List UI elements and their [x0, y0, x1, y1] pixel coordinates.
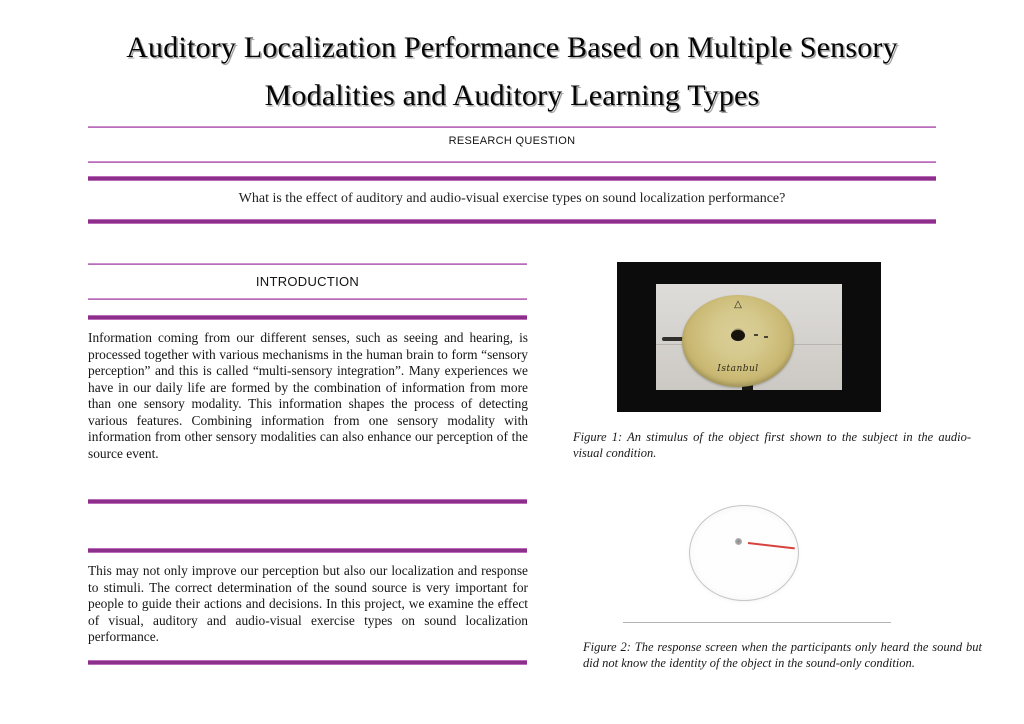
research-question-text: What is the effect of auditory and audio-visual exercise types on sound localization performance? — [238, 191, 786, 206]
poster-title — [0, 24, 1024, 120]
introduction-paragraph-1: Information coming from our different senses, such as seeing and hearing, is processed together with various mechanisms in the human brain to form “sensory perception” and this is called “multi-sensory integration”. Many experiences we have in our daily life are formed by the combination of information from more than one sensory modality. This information shapes the process of detecting various features. Combining information from one sensory modality with information from other sensory modalities can also enhance our perception of the source event. — [88, 330, 528, 461]
figure1-image — [617, 262, 881, 412]
divider-thick — [88, 660, 527, 665]
figure1-photo — [656, 284, 842, 390]
cymbal — [682, 295, 794, 387]
poster-title-line2: Modalities and Auditory Learning Types — [264, 79, 760, 112]
figure2-center-speaker-dot — [735, 538, 742, 545]
figure2-bottom-edge-line — [623, 622, 891, 623]
divider-thick — [88, 219, 936, 224]
cymbal-brand-text: Istanbul — [717, 364, 759, 374]
introduction-paragraph-2: This may not only improve our perception but also our localization and response to stimuli. The correct determination of the sound source is very important for people to guide their actions and decisions. In this project, we examine the effect of visual, auditory and audio-visual exercise types on sound localization performance. — [88, 563, 528, 644]
cymbal-center-hub — [731, 330, 745, 341]
divider-thin — [88, 126, 936, 128]
divider-thin — [88, 263, 527, 265]
divider-thin — [88, 298, 527, 300]
research-question-heading: RESEARCH QUESTION — [448, 135, 576, 147]
figure1-caption: Figure 1: An stimulus of the object first shown to the subject in the audio-visual condition. — [573, 430, 971, 460]
divider-thick — [88, 315, 527, 320]
figure2-caption: Figure 2: The response screen when the participants only heard the sound but did not know the identity of the object in the sound-only condition. — [583, 640, 982, 670]
divider-thick — [88, 499, 527, 504]
cymbal-triangle-logo: △ — [734, 299, 742, 310]
divider-thick — [88, 548, 527, 553]
poster-title-line1: Auditory Localization Performance Based on Multiple Sensory — [126, 31, 898, 64]
divider-thick — [88, 176, 936, 181]
figure2-response-circle — [689, 505, 799, 601]
divider-thin — [88, 161, 936, 163]
cymbal-lathe-mark — [764, 336, 768, 338]
cymbal-lathe-mark — [754, 334, 758, 336]
introduction-heading: INTRODUCTION — [255, 274, 360, 289]
